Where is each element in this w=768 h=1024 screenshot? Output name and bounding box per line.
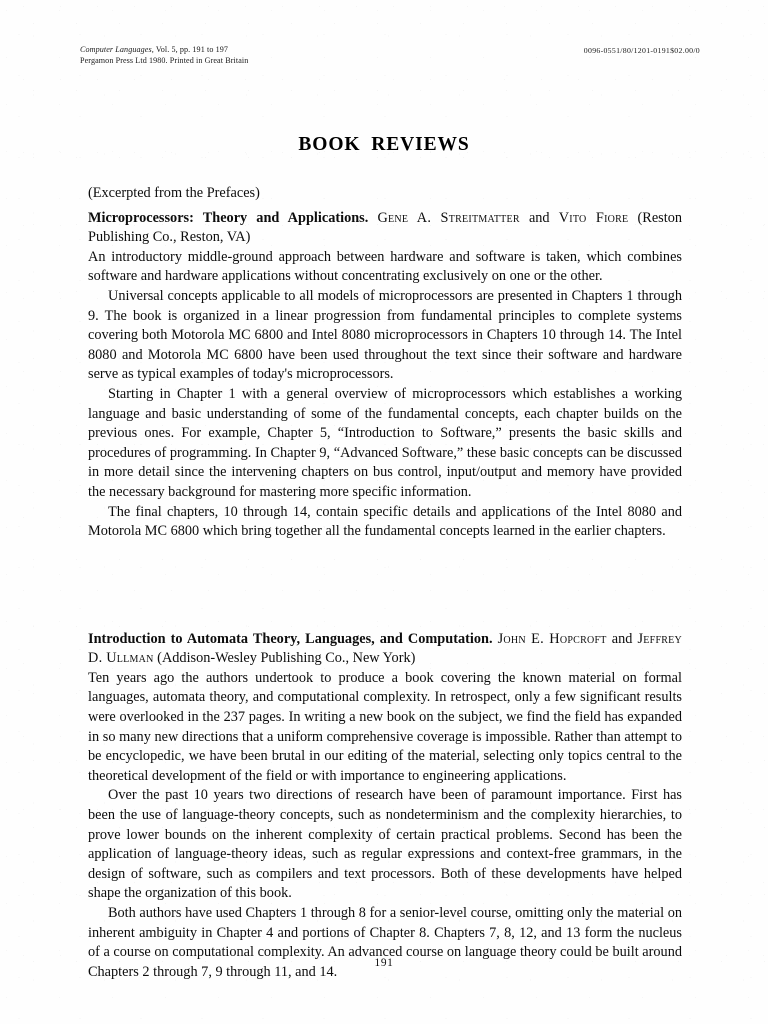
review-heading (88, 209, 682, 248)
publisher-imprint-line: Pergamon Press Ltd 1980. Printed in Great Britain (80, 56, 249, 66)
review-publisher: (Addison-Wesley Publishing Co., New York) (153, 650, 416, 667)
excerpt-note: (Excerpted from the Prefaces) (88, 185, 260, 201)
review-paragraph: Starting in Chapter 1 with a general overview of microprocessors which establishes a working language and basic understanding of some of the fundamental concepts, each chapter builds on the previous ones. For example, Chapter 5, “Introduction to Software,” presents the basic skills and procedures of programming. In Chapter 9, “Advanced Software,” these basic concepts can be discussed in more detail since the intervening chapters on bus control, input/output and memory have provided the necessary background for mastering more specific information. (88, 385, 682, 500)
review-publisher: (Reston Publishing Co., Reston, VA) (88, 209, 682, 246)
review-book-title: Introduction to Automata Theory, Languages, and Computation. (88, 630, 493, 647)
review-author-primary: John E. Hopcroft (497, 630, 607, 647)
review-paragraph: Ten years ago the authors undertook to produce a book covering the known material on formal languages, automata theory, and computational complexity. In retrospect, only a few significant results were overlooked in the 237 pages. In writing a new book on the subject, we find the field has expanded in so many new directions that a uniform comprehensive coverage is impossible. Rather than attempt to be encyclopedic, we have been brutal in our editing of the material, selecting only topics central to the theoretical development of the field or with importance to engineering applications. (88, 669, 682, 784)
review-author-primary: Gene A. Streitmatter (377, 209, 520, 226)
review-paragraph: The final chapters, 10 through 14, contain specific details and applications of the Intel 8080 and Motorola MC 6800 which bring together all the fundamental concepts learned in the earlier chapters. (88, 503, 682, 540)
book-review-entry (88, 630, 682, 983)
running-head-left (80, 44, 248, 67)
review-paragraph: An introductory middle-ground approach between hardware and software is taken, which combines software and hardware applications without concentrating exclusively on one or the other. (88, 248, 682, 285)
text-column (88, 184, 682, 982)
review-heading (88, 630, 682, 669)
review-author-conjunction: and (519, 209, 559, 226)
volume-pages: Vol. 5, pp. 191 to 197 (153, 45, 229, 54)
review-separator (88, 542, 682, 630)
running-head (80, 44, 700, 70)
review-book-title: Microprocessors: Theory and Applications. (88, 209, 369, 226)
review-paragraph: Both authors have used Chapters 1 through 8 for a senior-level course, omitting only the material on inherent ambiguity in Chapter 4 and portions of Chapter 8. Chapters 7, 8, 12, and 13 form the nucleus of a course on computational complexity. An advanced course on language theory could be built around Chapters 2 through 7, 9 through 11, and 14. (88, 905, 682, 980)
article-fee-code: 0096-0551/80/1201-0191$02.00/0 (583, 46, 700, 55)
review-author-secondary: Jeffrey D. Ullman (88, 630, 683, 667)
review-paragraph: Over the past 10 years two directions of research have been of paramount importance. First has been the use of language-theory concepts, such as nondeterminism and the complexity hierarchies, to prove lower bounds on the inherent complexity of certain practical problems. Second has been the application of language-theory ideas, such as regular expressions and context-free grammars, in the design of software, such as compilers and text processors. Both of these developments have helped shape the organization of this book. (88, 787, 682, 902)
page-title: BOOK REVIEWS (298, 134, 470, 155)
journal-name: Computer Languages, (80, 45, 154, 54)
page-number: 191 (374, 957, 394, 969)
book-review-entry (88, 209, 682, 542)
review-paragraph: Universal concepts applicable to all models of microprocessors are presented in Chapters 1 through 9. The book is organized in a linear progression from fundamental principles to complete systems covering both Motorola MC 6800 and Intel 8080 microprocessors in Chapters 10 through 14. The Intel 8080 and Motorola MC 6800 have been used throughout the text since their software and hardware serve as typical examples of today's microprocessors. (88, 287, 682, 383)
review-author-secondary: Vito Fiore (558, 209, 629, 226)
review-author-conjunction: and (606, 630, 638, 647)
